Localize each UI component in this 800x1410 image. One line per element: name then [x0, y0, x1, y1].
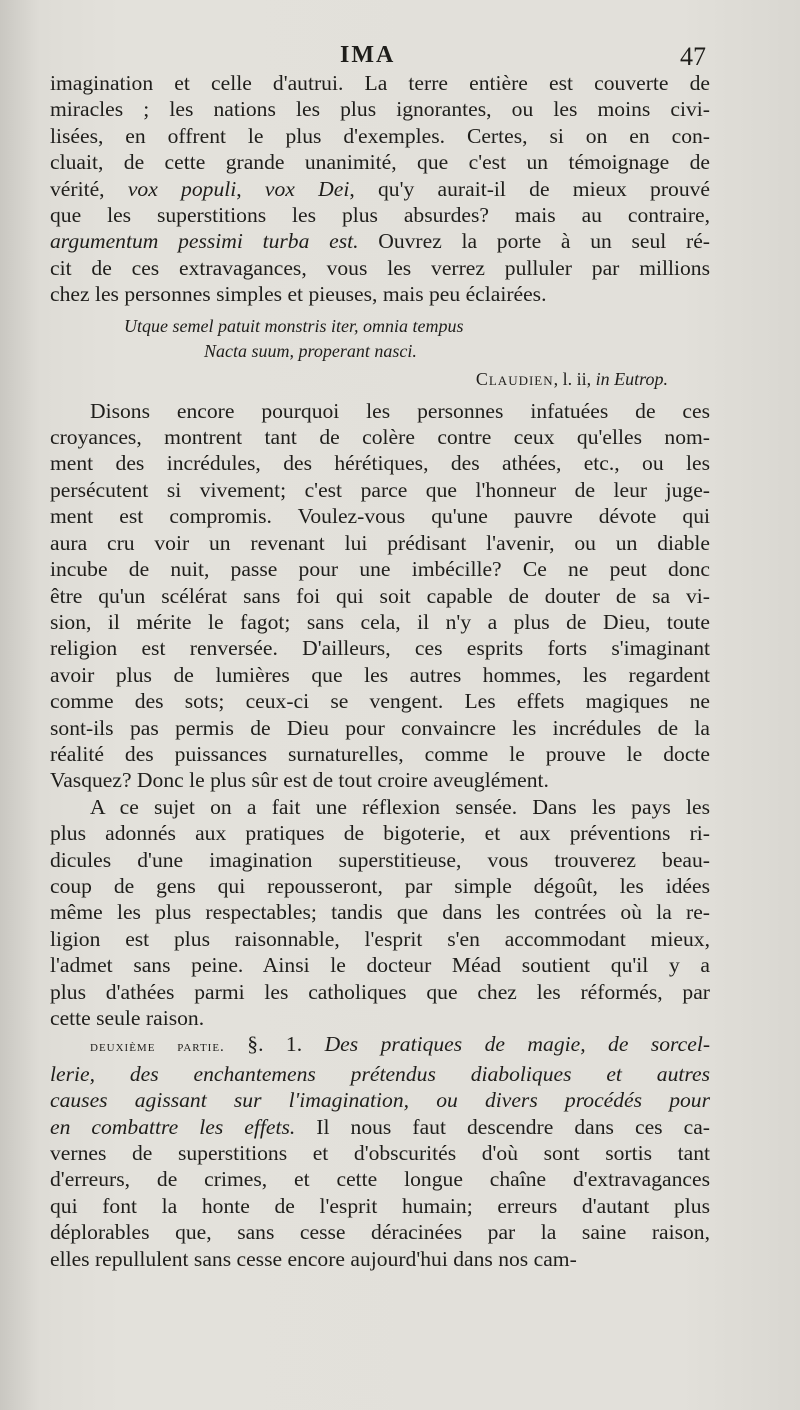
text-line: imagination et celle d'autrui. La terre entière est couverte de — [50, 71, 710, 95]
section-heading — [50, 1031, 710, 1140]
text-line: ment est compromis. Voulez-vous qu'une pauvre dévote qui — [50, 504, 710, 529]
text-line: sont-ils pas permis de Dieu pour convaincre les incrédules de la — [50, 715, 710, 740]
text-line: Vasquez? Donc le plus sûr est de tout croire aveuglément. — [50, 768, 549, 793]
text-line: miracles ; les nations les plus ignorantes, ou les moins civi- — [50, 97, 710, 122]
page-number: 47 — [680, 42, 706, 71]
text-line: être qu'un scélérat sans foi qui soit capable de douter de sa vi- — [50, 583, 710, 608]
quote-line-2: Nacta suum, properant nasci. — [204, 340, 417, 361]
text-line: religion est renversée. D'ailleurs, ces esprits forts s'imaginant — [50, 636, 710, 661]
body-text — [50, 70, 710, 1272]
section-heading-line-1 — [50, 1031, 710, 1060]
running-title: IMA — [340, 42, 396, 68]
text-line: plus d'athées parmi les catholiques que chez les réformés, par — [50, 979, 710, 1004]
text-line: vernes de superstitions et d'obscurités d'où sont sortis tant — [50, 1141, 710, 1166]
text-line: chez les personnes simples et pieuses, mais peu éclairées. — [50, 282, 547, 307]
section-title-2: lerie, des enchantemens prétendus diaboliques et autres — [50, 1061, 710, 1086]
text-line: sion, il mérite le fagot; sans cela, il n'y a plus de Dieu, toute — [50, 609, 710, 634]
text-line: réalité des puissances surnaturelles, comme le prouve le docte — [50, 741, 710, 766]
text-line: elles repullulent sans cesse encore aujourd'hui dans nos cam- — [50, 1246, 577, 1271]
text-line: comme des sots; ceux-ci se vengent. Les effets magiques ne — [50, 689, 710, 714]
text-line: que les superstitions les plus absurdes? mais au contraire, — [50, 203, 710, 228]
latin-quotation — [50, 314, 710, 364]
paragraph-2 — [50, 398, 710, 794]
text-line: incube de nuit, passe pour une imbécille? Ce ne peut donc — [50, 557, 710, 582]
section-title-4: en combattre les effets. — [50, 1114, 296, 1139]
text-line: avoir plus de lumières que les autres hommes, les regardent — [50, 662, 710, 687]
quote-author: Claudien — [475, 368, 554, 389]
text-line: croyances, montrent tant de colère contre ceux qu'elles nom- — [50, 425, 710, 450]
text-line: cette seule raison. — [50, 1006, 205, 1030]
text-line: plus adonnés aux pratiques de bigoterie, et aux préventions ri- — [50, 821, 710, 846]
text-line: argumentum pessimi turba est. Ouvrez la porte à un seul ré- — [50, 229, 711, 254]
text-line: vérité, vox populi, vox Dei, qu'y aurait-il de mieux prouvé — [50, 176, 711, 201]
section-text-4: Il nous faut descendre dans ces ca- — [295, 1114, 710, 1139]
paragraph-1 — [50, 70, 710, 308]
text-line: même les plus respectables; tandis que dans les contrées où la re- — [50, 900, 710, 925]
paragraph-4 — [50, 1140, 710, 1272]
quote-work: in Eutrop. — [595, 368, 668, 389]
text-line: ment des incrédules, des hérétiques, des athées, etc., ou les — [50, 451, 710, 476]
section-heading-line-4 — [50, 1114, 710, 1140]
text-line: l'admet sans peine. Ainsi le docteur Méad soutient qu'il y a — [50, 953, 710, 978]
paragraph-3 — [50, 794, 710, 1032]
text-line: déplorables que, sans cesse déracinées par la saine raison, — [50, 1220, 710, 1245]
text-line: cluait, de cette grande unanimité, que c'est un témoignage de — [50, 150, 710, 175]
text-line: qui font la honte de l'esprit humain; erreurs d'autant plus — [50, 1193, 710, 1218]
quote-reference: , l. ii, — [553, 368, 596, 389]
text-line: lisées, en offrent le plus d'exemples. Certes, si on en con- — [50, 123, 710, 148]
quote-attribution — [50, 364, 710, 394]
text-line: dicules d'une imagination superstitieuse, vous trouverez beau- — [50, 847, 710, 872]
quote-line-1: Utque semel patuit monstris iter, omnia tempus — [124, 315, 464, 336]
text-line: cit de ces extravagances, vous les verrez pulluler par millions — [50, 255, 710, 280]
section-title-1: Des pratiques de magie, de sorcel- — [324, 1032, 711, 1057]
text-line: Disons encore pourquoi les personnes infatuées de ces — [90, 398, 710, 423]
text-line: persécutent si vivement; c'est parce que l'honneur de leur juge- — [50, 477, 710, 502]
text-line: d'erreurs, de crimes, et cette longue chaîne d'extravagances — [50, 1167, 710, 1192]
part-label: deuxième partie. — [90, 1039, 225, 1056]
text-line: ligion est plus raisonnable, l'esprit s'en accommodant mieux, — [50, 926, 710, 951]
section-title-3: causes agissant sur l'imagination, ou divers procédés pour — [50, 1088, 710, 1113]
text-line: aura cru voir un revenant lui prédisant l'avenir, ou un diable — [50, 530, 710, 555]
text-line: A ce sujet on a fait une réflexion sensée. Dans les pays les — [90, 794, 710, 819]
text-line: coup de gens qui repousseront, par simple dégoût, les idées — [50, 873, 710, 898]
section-number: §. 1. — [247, 1032, 303, 1057]
